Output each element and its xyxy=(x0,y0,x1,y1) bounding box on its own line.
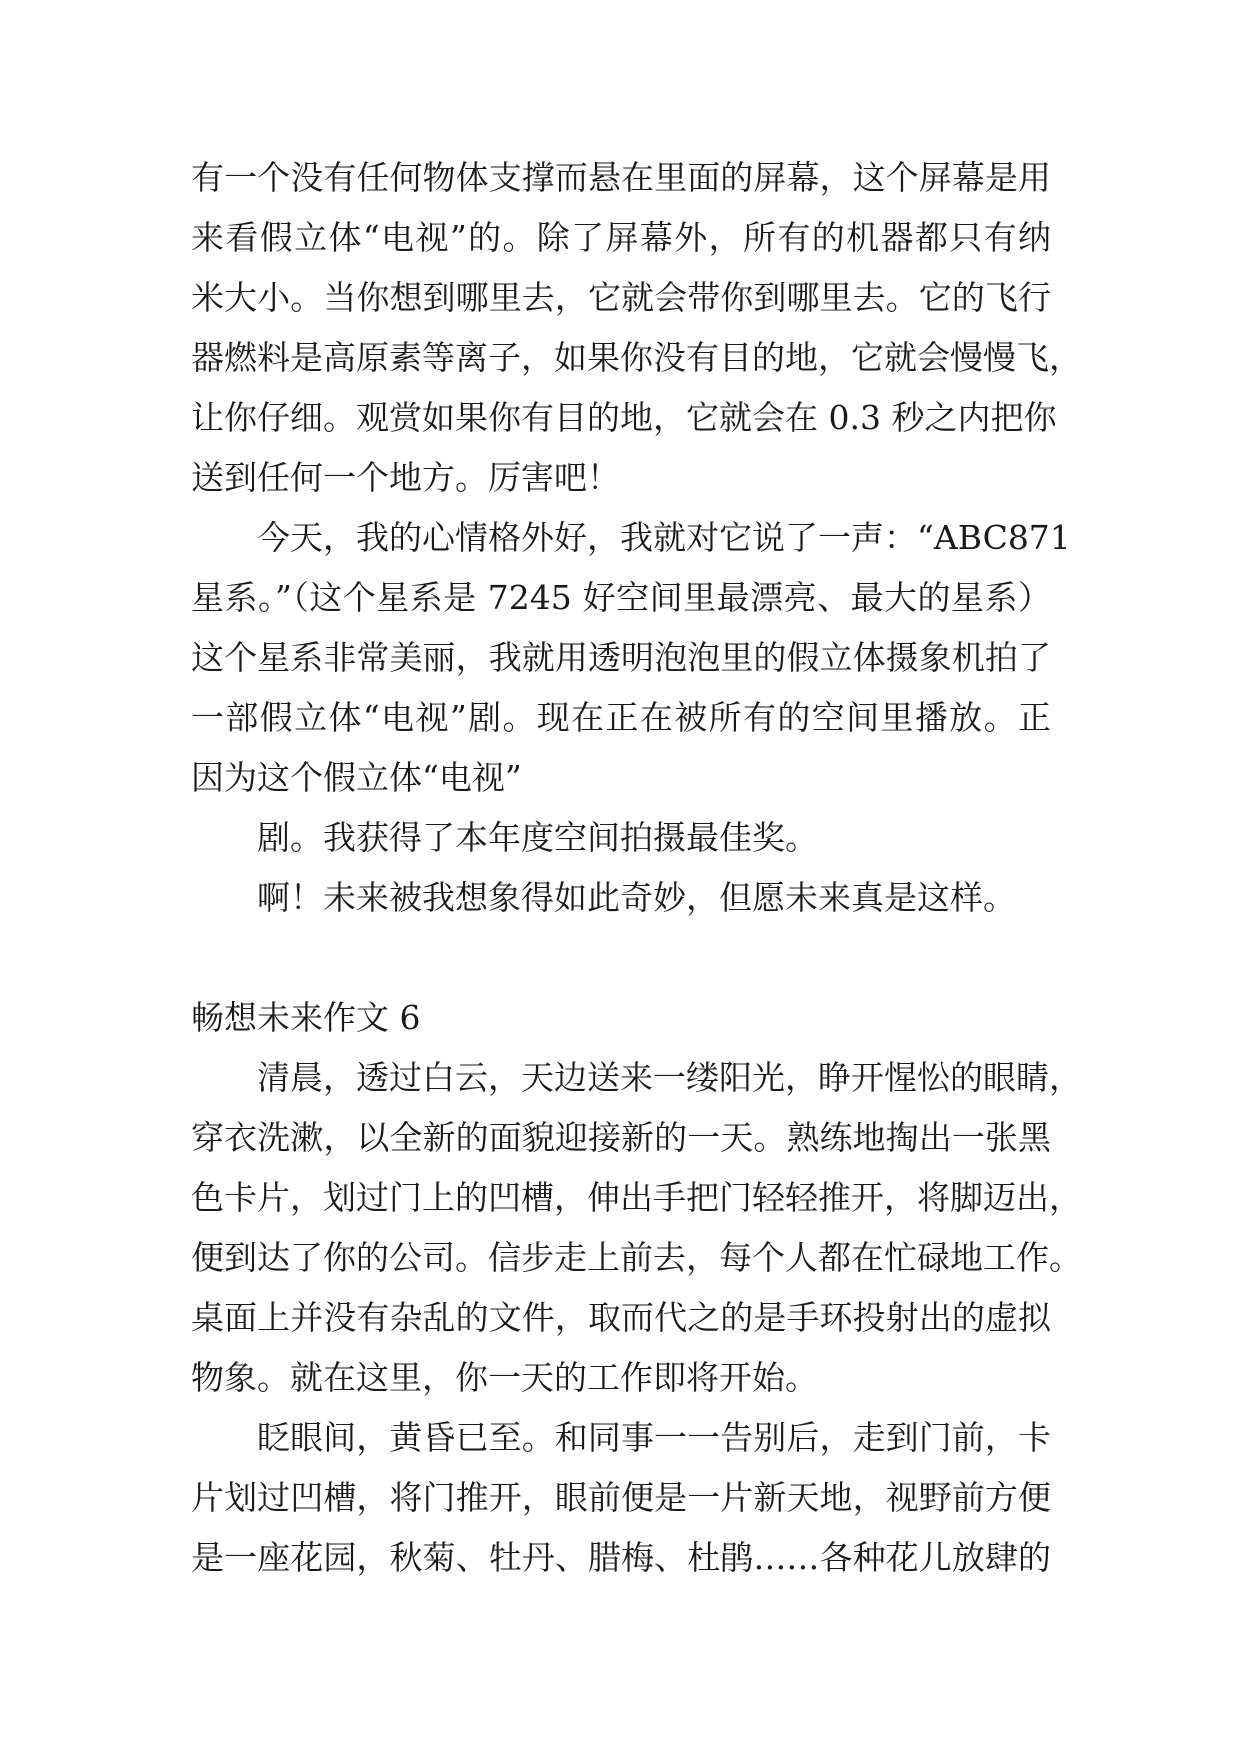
text-line: 穿衣洗漱，以全新的面貌迎接新的一天。熟练地掏出一张黑 xyxy=(191,1118,1051,1157)
text-line: 是一座花园，秋菊、牡丹、腊梅、杜鹃……各种花儿放肆的 xyxy=(191,1538,1051,1577)
paragraph-start-line: 今天，我的心情格外好，我就对它说了一声：“ABC871 xyxy=(257,518,1071,557)
paragraph-start-line: 啊！未来被我想象得如此奇妙，但愿未来真是这样。 xyxy=(257,878,1016,917)
text-line: 这个星系非常美丽，我就用透明泡泡里的假立体摄象机拍了 xyxy=(191,638,1051,677)
text-line: 让你仔细。观赏如果你有目的地，它就会在 0.3 秒之内把你 xyxy=(191,398,1057,437)
text-line: 色卡片，划过门上的凹槽，伸出手把门轻轻推开，将脚迈出， xyxy=(191,1178,1082,1217)
section-heading: 畅想未来作文 6 xyxy=(191,998,421,1037)
paragraph-start-line: 清晨，透过白云，天边送来一缕阳光，睁开惺忪的眼睛， xyxy=(257,1058,1082,1097)
text-line: 有一个没有任何物体支撑而悬在里面的屏幕，这个屏幕是用 xyxy=(191,158,1051,197)
text-line: 一部假立体“电视”剧。现在正在被所有的空间里播放。正 xyxy=(191,698,1051,737)
text-line: 片划过凹槽，将门推开，眼前便是一片新天地，视野前方便 xyxy=(191,1478,1051,1517)
text-line: 因为这个假立体“电视” xyxy=(191,758,522,797)
text-line: 星系。”（这个星系是 7245 好空间里最漂亮、最大的星系） xyxy=(191,578,1051,617)
text-line: 器燃料是高原素等离子，如果你没有目的地，它就会慢慢飞， xyxy=(191,338,1082,377)
text-line: 便到达了你的公司。信步走上前去，每个人都在忙碌地工作。 xyxy=(191,1238,1082,1277)
text-line: 来看假立体“电视”的。除了屏幕外，所有的机器都只有纳 xyxy=(191,218,1051,257)
text-line: 物象。就在这里，你一天的工作即将开始。 xyxy=(191,1358,818,1397)
text-line: 米大小。当你想到哪里去，它就会带你到哪里去。它的飞行 xyxy=(191,278,1051,317)
text-line: 桌面上并没有杂乱的文件，取而代之的是手环投射出的虚拟 xyxy=(191,1298,1051,1337)
text-line: 送到任何一个地方。厉害吧！ xyxy=(191,458,620,497)
paragraph-start-line: 剧。我获得了本年度空间拍摄最佳奖。 xyxy=(257,818,818,857)
paragraph-start-line: 眨眼间，黄昏已至。和同事一一告别后，走到门前，卡 xyxy=(257,1418,1051,1457)
